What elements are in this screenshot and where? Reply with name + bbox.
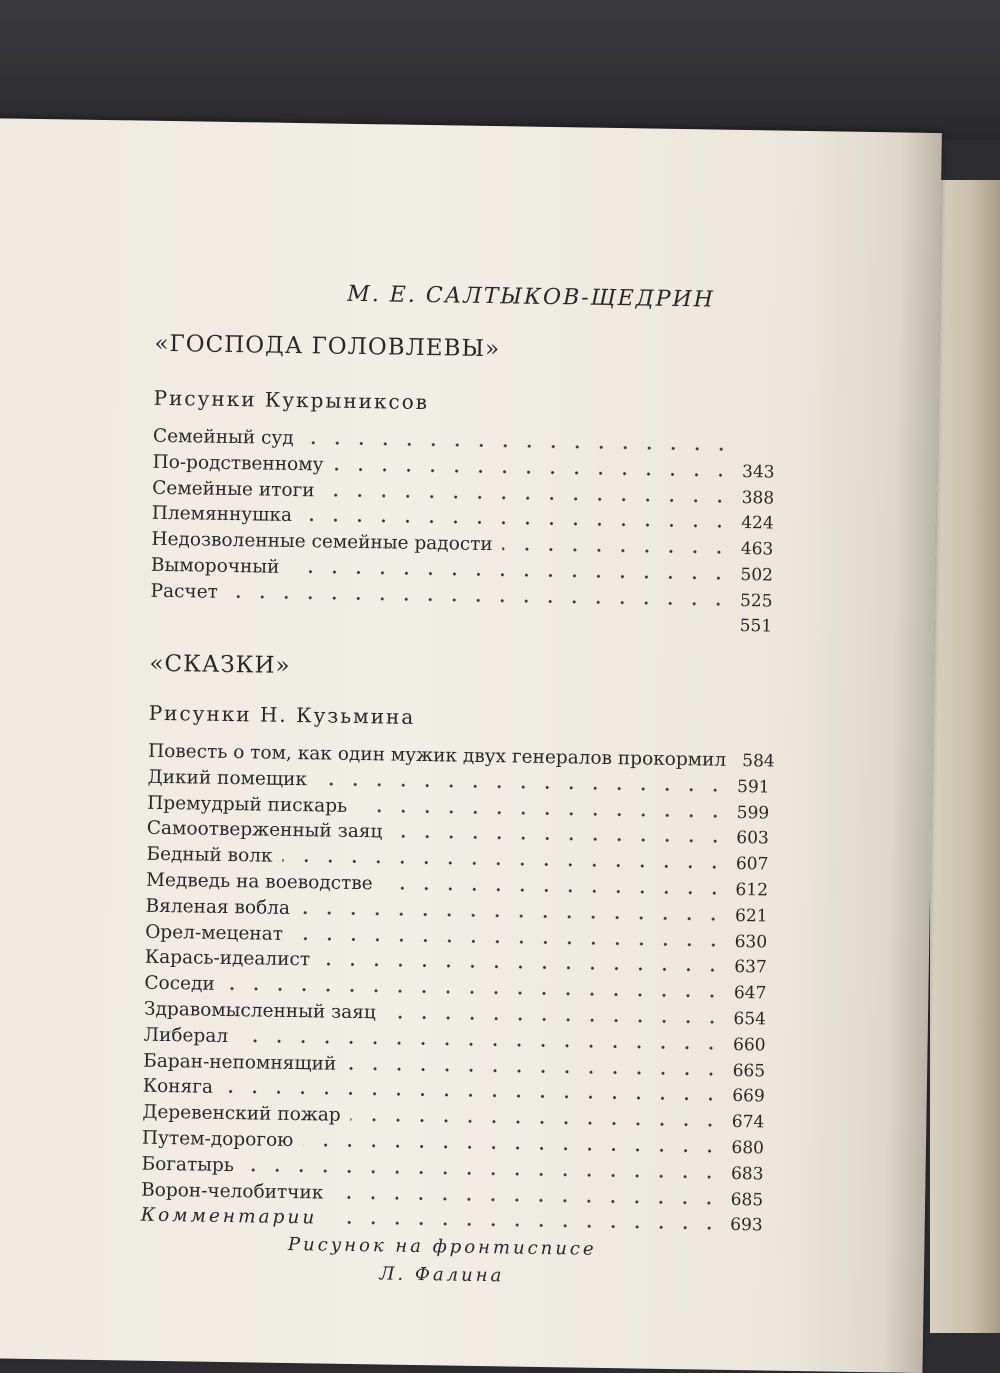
toc-list-skazki	[141, 741, 771, 1241]
toc-entry-title: Семейный суд	[153, 426, 300, 449]
dot-leader	[225, 987, 725, 998]
adjacent-page-edge	[930, 180, 1000, 1333]
toc-page-number: 388	[738, 488, 774, 509]
dot-leader	[383, 886, 726, 894]
dot-leader	[293, 937, 725, 947]
frontispiece-artist: Л. Фалина	[0, 1254, 922, 1297]
background-fabric	[0, 0, 1000, 140]
toc-page-number: 591	[733, 777, 769, 798]
dot-leader	[357, 809, 727, 818]
dot-leader	[228, 595, 731, 606]
toc-entry-title: Самоотверженный заяц	[147, 818, 389, 843]
dot-leader	[392, 835, 726, 843]
toc-entry-title: Выморочный	[151, 555, 286, 578]
toc-entry-title: Комментарии	[141, 1205, 324, 1229]
toc-page-number: 424	[738, 513, 774, 534]
toc-entry-title: Богатырь	[141, 1153, 240, 1176]
section-title-golovlevy: «ГОСПОДА ГОЛОВЛЕВЫ»	[154, 331, 500, 362]
toc-entry-title: Бедный волк	[146, 844, 278, 867]
toc-page-number: 693	[727, 1215, 763, 1236]
toc-entry-title: Медведь на воеводстве	[146, 870, 379, 895]
author-heading: М. Е. САЛТЫКОВ-ЩЕДРИН	[347, 282, 715, 313]
toc-entry-title: Повесть о том, как один мужик двух генералов прокормил	[148, 741, 732, 771]
illustrator-kuzmin: Рисунки Н. Кузьмина	[148, 701, 415, 729]
toc-page-number: 685	[727, 1189, 763, 1210]
toc-page-number: 647	[730, 983, 766, 1004]
toc-page-number: 630	[731, 931, 767, 952]
book-page	[0, 118, 942, 1373]
toc-entry-title: Семейные итоги	[152, 477, 321, 501]
toc-page-number: 680	[728, 1138, 764, 1159]
dot-leader	[223, 1090, 723, 1101]
dot-leader	[302, 518, 732, 528]
toc-list-golovlevy	[150, 426, 775, 642]
dot-leader	[503, 547, 732, 554]
dot-leader	[238, 1039, 724, 1050]
dot-leader	[289, 570, 731, 580]
toc-page-number: 637	[731, 957, 767, 978]
dot-leader	[300, 911, 726, 921]
dot-leader	[317, 782, 728, 791]
toc-page-number: 612	[732, 880, 768, 901]
toc-page-number: 621	[731, 906, 767, 927]
dot-leader	[333, 467, 732, 476]
dot-leader	[244, 1168, 722, 1179]
toc-page-number: 674	[728, 1112, 764, 1133]
toc-entry-title: Либерал	[143, 1024, 234, 1046]
toc-page-number: 660	[729, 1035, 765, 1056]
dot-leader	[351, 1118, 723, 1127]
frontispiece-line: Рисунок на фронтисписе	[0, 1226, 922, 1269]
toc-entry-title: Расчет	[150, 581, 224, 603]
toc-entry-title: Недозволенные семейные радости	[151, 529, 499, 555]
toc-entry-title: Здравомысленный заяц	[144, 999, 382, 1024]
dot-leader	[386, 1015, 724, 1023]
dot-leader	[324, 493, 732, 502]
illustrator-kukryniksy: Рисунки Кукрыниксов	[153, 386, 429, 414]
toc-entry-title: По-родственному	[152, 452, 329, 476]
dot-leader	[303, 1143, 722, 1153]
dot-leader	[282, 859, 726, 869]
dot-leader	[320, 963, 725, 972]
toc-entry-title: Племяннушка	[152, 503, 299, 526]
toc-entry-title: Коняга	[143, 1076, 220, 1098]
toc-entry-title: Премудрый пискарь	[147, 792, 353, 816]
toc-page-number: 551	[736, 616, 772, 637]
toc-entry-title: Карась-идеалист	[145, 947, 317, 971]
toc-page-number: 343	[738, 462, 774, 483]
toc-page-number: 654	[730, 1009, 766, 1030]
toc-page-number: 502	[737, 565, 773, 586]
toc-entry-title: Путем-дорогою	[142, 1128, 300, 1151]
toc-page-number	[739, 451, 775, 452]
toc-page-number: 599	[733, 803, 769, 824]
toc-page-number: 683	[727, 1164, 763, 1185]
dot-leader	[304, 441, 733, 451]
toc-page-number: 525	[736, 591, 772, 612]
toc-page-number: 607	[732, 854, 768, 875]
toc-entry-title: Ворон-челобитчик	[141, 1179, 330, 1203]
dot-leader	[327, 1221, 720, 1230]
dot-leader	[160, 618, 730, 630]
section-title-skazki: «СКАЗКИ»	[149, 651, 291, 679]
dot-leader	[346, 1066, 723, 1075]
toc-page-number: 665	[729, 1060, 765, 1081]
toc-entry-title: Соседи	[144, 973, 221, 995]
toc-page-number: 603	[733, 828, 769, 849]
toc-entry-title: Дикий помещик	[148, 767, 314, 791]
toc-entry-title: Вяленая вобла	[145, 895, 296, 918]
toc-page-number: 669	[729, 1086, 765, 1107]
frontispiece-credit	[0, 1226, 922, 1297]
dot-leader	[333, 1195, 721, 1204]
toc-entry-title: Деревенский пожар	[142, 1102, 347, 1126]
toc-page-number: 463	[737, 539, 773, 560]
toc-entry-title: Баран-непомнящий	[143, 1050, 342, 1074]
toc-page-number: 584	[742, 751, 775, 772]
toc-entry-title: Орел-меценат	[145, 921, 289, 944]
